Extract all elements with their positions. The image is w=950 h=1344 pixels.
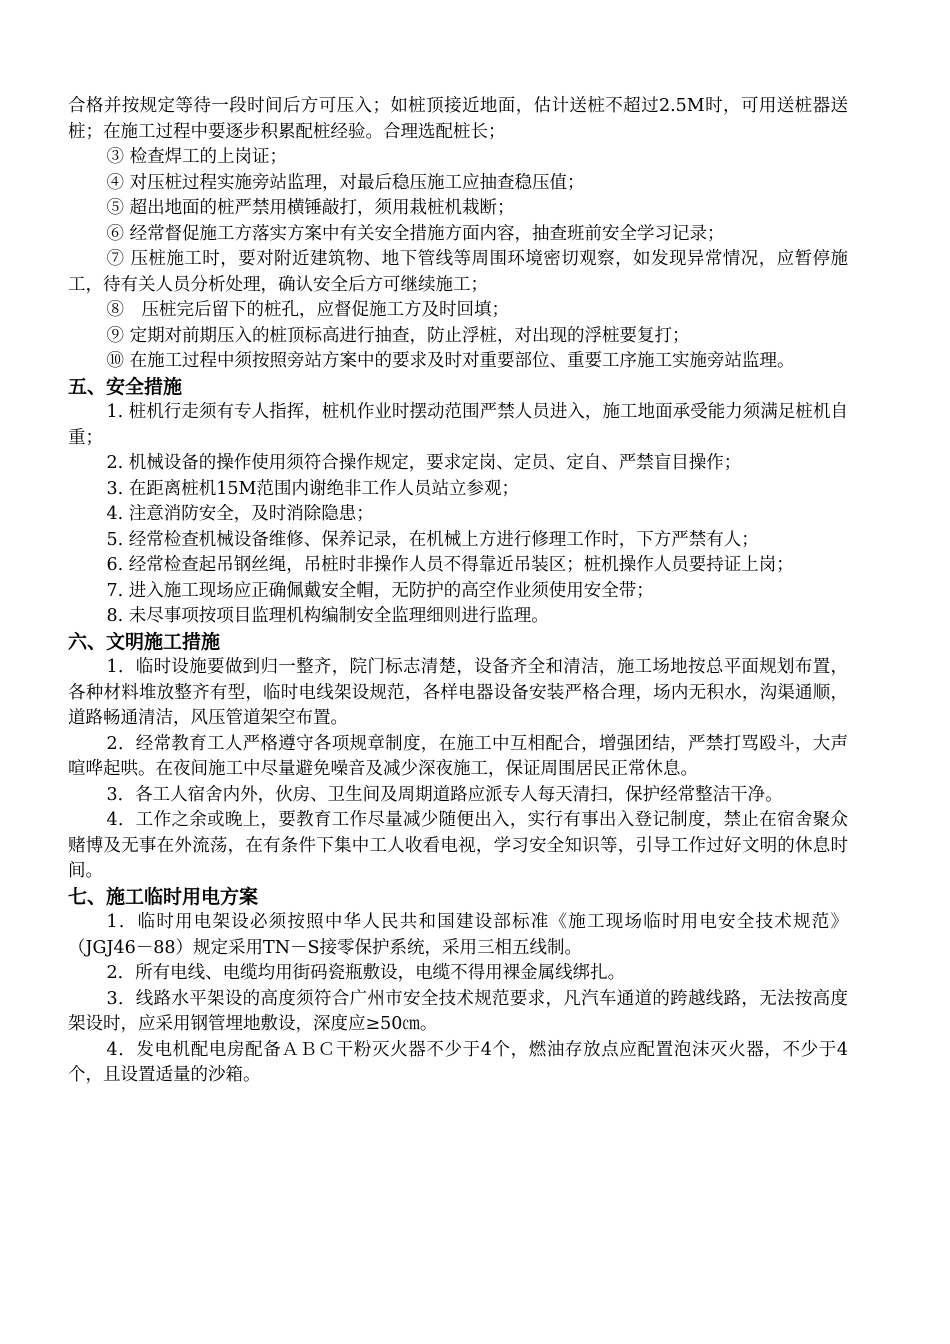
- list-item-3: ③ 检查焊工的上岗证；: [106, 147, 288, 167]
- power-item-4: 4．发电机配电房配备ＡＢＣ干粉灭火器不少于4个，燃油存放点应配置泡沫灭火器，不少于4个，且设置适量的沙箱。: [68, 1039, 848, 1085]
- safety-item-2: 2. 机械设备的操作使用须符合操作规定，要求定岗、定员、定自、严禁盲目操作；: [106, 453, 742, 473]
- power-item-3: 3．线路水平架设的高度须符合广州市安全技术规范要求，凡汽车通道的跨越线路，无法按高度架设时，应采用钢管埋地敷设，深度应≥50㎝。: [68, 988, 848, 1034]
- civilized-item-3: 3．各工人宿舍内外，伙房、卫生间及周期道路应派专人每天清扫，保护经常整洁干净。: [106, 784, 783, 805]
- safety-item-1: 1. 桩机行走须有专人指挥，桩机作业时摆动范围严禁人员进入，施工地面承受能力须满足桩机自重；: [68, 402, 848, 448]
- list-item-9: ⑨ 定期对前期压入的桩顶标高进行抽查，防止浮桩，对出现的浮桩要复打；: [106, 325, 690, 346]
- list-item-8: ⑧ 压桩完后留下的桩孔，应督促施工方及时回填；: [106, 300, 509, 320]
- paragraph-continued: 合格并按规定等待一段时间后方可压入；如桩顶接近地面，估计送桩不超过2.5M时，可用送桩器送桩；在施工过程中要逐步积累配桩经验。合理选配桩长；: [68, 96, 848, 142]
- civilized-item-1: 1．临时设施要做到归一整齐，院门标志清楚，设备齐全和清洁，施工场地按总平面规划布置，各种材料堆放整齐有型，临时电线架设规范，各样电器设备安装严格合理，场内无积水，沟渠通顺，道路畅通清洁，风压管道架空布置。: [68, 657, 848, 728]
- safety-item-5: 5. 经常检查机械设备维修、保养记录，在机械上方进行修理工作时，下方严禁有人；: [106, 529, 759, 550]
- safety-item-7: 7. 进入施工现场应正确佩戴安全帽，无防护的高空作业须使用安全带；: [106, 580, 654, 601]
- list-item-10: ⑩ 在施工过程中须按照旁站方案中的要求及时对重要部位、重要工序施工实施旁站监理。: [106, 351, 795, 371]
- power-item-2: 2．所有电线、电缆均用街码瓷瓶敷设，电缆不得用裸金属线绑扎。: [106, 963, 626, 983]
- power-item-1: 1．临时用电架设必须按照中华人民共和国建设部标准《施工现场临时用电安全技术规范》（JGJ46－88）规定采用TN－S接零保护系统，采用三相五线制。: [68, 912, 848, 958]
- safety-item-3: 3. 在距离桩机15M范围内谢绝非工作人员站立参观；: [106, 478, 519, 499]
- document-page: [68, 94, 848, 1089]
- safety-item-8: 8. 未尽事项按项目监理机构编制安全监理细则进行监理。: [106, 606, 549, 626]
- list-item-5: ⑤ 超出地面的桩严禁用横锤敲打，须用栽桩机栽断；: [106, 198, 515, 218]
- civilized-item-2: 2．经常教育工人严格遵守各项规章制度，在施工中互相配合，增强团结，严禁打骂殴斗，大声喧哗起哄。在夜间施工中尽量避免噪音及减少深夜施工，保证周围居民正常休息。: [68, 733, 848, 779]
- section-heading-power: 七、施工临时用电方案: [68, 885, 259, 908]
- list-item-4: ④ 对压桩过程实施旁站监理，对最后稳压施工应抽查稳压值；: [106, 172, 585, 193]
- section-heading-civilized: 六、文明施工措施: [68, 630, 221, 653]
- civilized-item-4: 4．工作之余或晚上，要教育工作尽量减少随便出入，实行有事出入登记制度，禁止在宿舍聚众赌博及无事在外流荡，在有条件下集中工人收看电视，学习安全知识等，引导工作过好文明的休息时间。: [68, 810, 848, 881]
- section-heading-safety: 五、安全措施: [68, 375, 183, 398]
- safety-item-4: 4. 注意消防安全，及时消除隐患；: [106, 504, 374, 524]
- list-item-6: ⑥ 经常督促施工方落实方案中有关安全措施方面内容，抽查班前安全学习记录；: [106, 223, 725, 244]
- list-item-7: ⑦ 压桩施工时，要对附近建筑物、地下管线等周围环境密切观察，如发现异常情况，应暂停施工，待有关人员分析处理，确认安全后方可继续施工；: [68, 249, 848, 295]
- safety-item-6: 6. 经常检查起吊钢丝绳，吊桩时非操作人员不得靠近吊装区；桩机操作人员要持证上岗；: [106, 555, 794, 575]
